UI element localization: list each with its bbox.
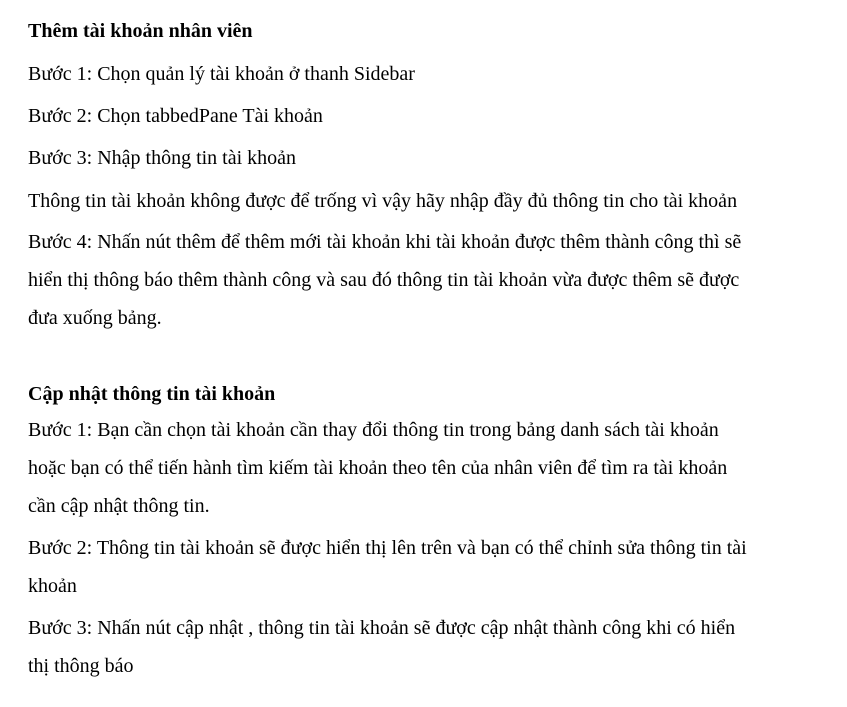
update-step-3 bbox=[28, 609, 819, 685]
section-add-account bbox=[28, 18, 819, 337]
update-step-2-line-2: khoản bbox=[28, 575, 77, 597]
add-note: Thông tin tài khoản không được để trống vì vậy hãy nhập đầy đủ thông tin cho tài khoản bbox=[28, 190, 738, 212]
add-step-4-line-3: đưa xuống bảng. bbox=[28, 307, 162, 329]
section-heading-add-account: Thêm tài khoản nhân viên bbox=[28, 20, 253, 42]
update-step-2 bbox=[28, 529, 819, 605]
update-step-1-line-1: Bước 1: Bạn cần chọn tài khoản cần thay đổi thông tin trong bảng danh sách tài khoản bbox=[28, 419, 719, 441]
add-step-4-line-1: Bước 4: Nhấn nút thêm để thêm mới tài khoản khi tài khoản được thêm thành công thì sẽ bbox=[28, 231, 742, 253]
section-update-account bbox=[28, 381, 819, 685]
section-heading-update-account: Cập nhật thông tin tài khoản bbox=[28, 383, 276, 405]
add-step-4 bbox=[28, 223, 819, 337]
update-step-3-line-1: Bước 3: Nhấn nút cập nhật , thông tin tài khoản sẽ được cập nhật thành công khi có hiển bbox=[28, 617, 736, 639]
update-step-1 bbox=[28, 411, 819, 525]
update-step-1-line-3: cần cập nhật thông tin. bbox=[28, 495, 210, 517]
add-step-1: Bước 1: Chọn quản lý tài khoản ở thanh Sidebar bbox=[28, 63, 415, 85]
add-step-4-line-2: hiển thị thông báo thêm thành công và sau đó thông tin tài khoản vừa được thêm sẽ được bbox=[28, 269, 740, 291]
update-step-1-line-2: hoặc bạn có thể tiến hành tìm kiếm tài khoản theo tên của nhân viên để tìm ra tài khoản bbox=[28, 457, 728, 479]
add-step-3: Bước 3: Nhập thông tin tài khoản bbox=[28, 147, 297, 169]
add-step-2: Bước 2: Chọn tabbedPane Tài khoản bbox=[28, 105, 323, 127]
update-step-3-line-2: thị thông báo bbox=[28, 655, 134, 677]
update-step-2-line-1: Bước 2: Thông tin tài khoản sẽ được hiển thị lên trên và bạn có thể chỉnh sửa thông tin tài bbox=[28, 537, 747, 559]
